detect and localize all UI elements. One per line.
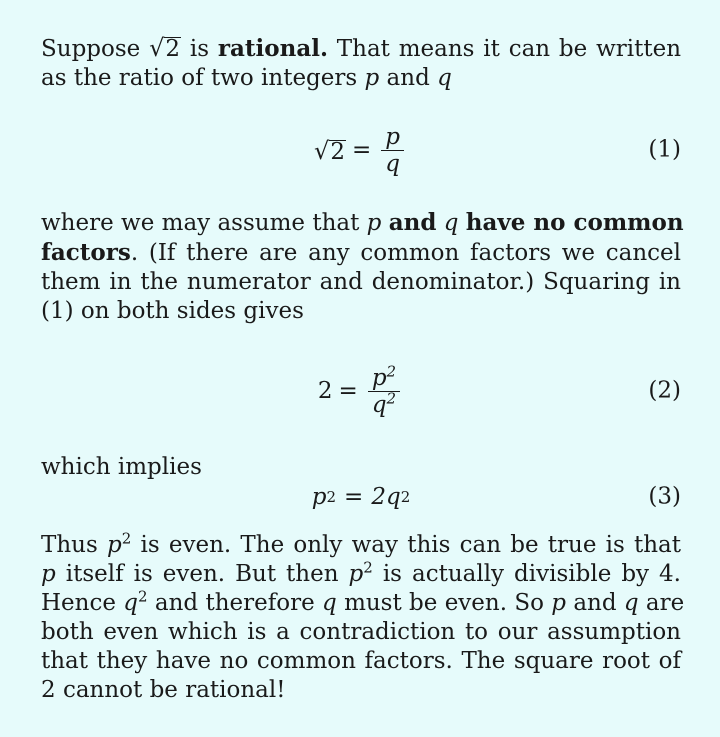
sqrt-lhs: √ 2 xyxy=(314,136,345,165)
intro-line-2: as the ratio of two integers p and q xyxy=(41,65,452,91)
equation-1: √ 2 = $\frac{p}{q}$ (1) xyxy=(314,123,681,177)
equation-number-1: (1) xyxy=(648,136,681,163)
conclusion-line-3: Hence $q^2$ and therefore q must be even. So p and q are xyxy=(41,587,685,616)
rational-bold: rational. xyxy=(217,35,328,62)
equation-2: 2 = $\frac{p^2}{q^2}$ (2) xyxy=(317,361,681,418)
conclusion-line-5: that they have no common factors. The square root of xyxy=(41,648,681,674)
equation-number-3: (3) xyxy=(648,483,681,510)
assumption-line-4: (1) on both sides gives xyxy=(41,298,304,324)
conclusion-line-6: 2 cannot be rational! xyxy=(41,677,286,703)
intro-paragraph xyxy=(41,34,681,93)
implies-paragraph: which implies xyxy=(41,454,202,480)
fraction-p2-over-q2: $\frac{p^2}{q^2}$ xyxy=(368,365,400,418)
conclusion-line-1: Thus $p^2$ is even. The only way this can be true is that xyxy=(41,529,682,558)
conclusion-paragraph xyxy=(41,529,685,705)
equation-number-2: (2) xyxy=(648,377,681,404)
equation-3: p 2 = 2q 2 (3) xyxy=(311,483,681,510)
assumption-line-1: where we may assume that p and q have no common xyxy=(41,209,684,236)
assumption-line-2: factors. (If there are any common factors we cancel xyxy=(41,239,681,266)
intro-line-1: Suppose √ 2 is rational. That means it can be written xyxy=(41,34,682,62)
conclusion-line-2: p itself is even. But then $p^2$ is actually divisible by 4. xyxy=(41,558,681,587)
assumption-paragraph xyxy=(41,208,684,326)
conclusion-line-4: both even which is a contradiction to our assumption xyxy=(41,619,681,645)
sqrt-expression: √ 2 xyxy=(149,34,181,62)
assumption-line-3: them in the numerator and denominator.) Squaring in xyxy=(41,269,681,295)
radical-sign: √ xyxy=(149,34,165,62)
fraction-p-over-q: $\frac{p}{q}$ xyxy=(381,124,404,177)
